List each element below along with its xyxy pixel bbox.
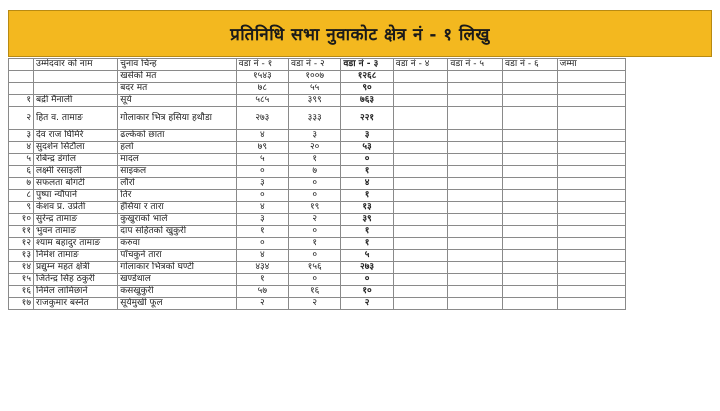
cell-candidate-name: बद्री मैनाली xyxy=(34,95,118,107)
header-no xyxy=(9,59,34,71)
header-row xyxy=(9,59,626,71)
cell-ward1: ४३४ xyxy=(236,262,288,274)
summary-row-invalid xyxy=(9,83,626,95)
cell-candidate-name: केशव प्र. उप्रेती xyxy=(34,202,118,214)
cell-candidate-name: सफलता बोगटी xyxy=(34,178,118,190)
cell-empty xyxy=(393,262,448,274)
cell-empty xyxy=(557,214,625,226)
cell-ward2: २ xyxy=(289,298,341,310)
cell-empty xyxy=(393,238,448,250)
cell-symbol: लौरो xyxy=(118,178,236,190)
cell-ward1: ० xyxy=(236,190,288,202)
cell-symbol: साइकल xyxy=(118,166,236,178)
cell-ward2: ० xyxy=(289,190,341,202)
cell-ward3: १ xyxy=(341,190,393,202)
cell-empty xyxy=(503,178,558,190)
cell-ward3: ३ xyxy=(341,130,393,142)
cell-ward3: ३९ xyxy=(341,214,393,226)
table-row xyxy=(9,178,626,190)
cell-ward2: १ xyxy=(289,154,341,166)
cell-empty xyxy=(448,107,503,130)
cell-empty xyxy=(557,166,625,178)
cell-empty xyxy=(557,226,625,238)
table-row xyxy=(9,190,626,202)
cell-ward1: १५४३ xyxy=(236,71,288,83)
cell-no: १७ xyxy=(9,298,34,310)
cell-ward3: ९० xyxy=(341,83,393,95)
cell-ward3: २ xyxy=(341,298,393,310)
header-ward1: वडा नं - १ xyxy=(236,59,288,71)
cell-empty xyxy=(393,142,448,154)
table-row xyxy=(9,130,626,142)
cell-candidate-name: राजकुमार बस्नेत xyxy=(34,298,118,310)
cell-empty xyxy=(557,107,625,130)
cell-empty xyxy=(503,95,558,107)
cell-candidate-name: देव राज घिमिरे xyxy=(34,130,118,142)
cell-empty xyxy=(503,238,558,250)
cell-empty xyxy=(503,166,558,178)
header-ward3: वडा नं - ३ xyxy=(341,59,393,71)
cell-symbol: सूर्य xyxy=(118,95,236,107)
cell-ward2: ३ xyxy=(289,130,341,142)
results-table xyxy=(8,58,626,310)
cell-candidate-name: हित व. तामाङ xyxy=(34,107,118,130)
cell-empty xyxy=(503,298,558,310)
cell-empty xyxy=(557,178,625,190)
cell-empty xyxy=(503,202,558,214)
cell-empty xyxy=(557,142,625,154)
cell-symbol: करुवा xyxy=(118,238,236,250)
cell-no: १६ xyxy=(9,286,34,298)
cell-ward1: १ xyxy=(236,274,288,286)
cell-ward1: २७३ xyxy=(236,107,288,130)
cell-ward3: १० xyxy=(341,286,393,298)
cell-ward1: ५८५ xyxy=(236,95,288,107)
table-row xyxy=(9,286,626,298)
cell-empty xyxy=(448,286,503,298)
cell-symbol: हँसिया र तारा xyxy=(118,202,236,214)
cell-empty xyxy=(393,154,448,166)
cell-candidate-name: सुरेन्द्र तामाङ xyxy=(34,214,118,226)
cell-empty xyxy=(557,202,625,214)
table-row xyxy=(9,214,626,226)
cell-empty xyxy=(393,178,448,190)
cell-no: १० xyxy=(9,214,34,226)
cell-ward2: ३३३ xyxy=(289,107,341,130)
cell-ward2: १ xyxy=(289,238,341,250)
cell-empty xyxy=(503,190,558,202)
cell-empty xyxy=(557,154,625,166)
cell-symbol: दाप सहितको खुकुरी xyxy=(118,226,236,238)
cell-empty xyxy=(448,166,503,178)
cell-ward2: ० xyxy=(289,274,341,286)
cell-empty xyxy=(557,250,625,262)
table-row xyxy=(9,238,626,250)
cell-symbol: तिर xyxy=(118,190,236,202)
cell-empty xyxy=(448,274,503,286)
cell-ward2: ३९९ xyxy=(289,95,341,107)
cell-ward3: १ xyxy=(341,238,393,250)
table-row xyxy=(9,154,626,166)
cell-ward2: २० xyxy=(289,142,341,154)
cell-symbol: गोलाकार भित्र हसिया हथौडा xyxy=(118,107,236,130)
cell-no: ४ xyxy=(9,142,34,154)
table-row xyxy=(9,166,626,178)
cell-empty xyxy=(503,107,558,130)
summary-label: खसेको मत xyxy=(118,71,236,83)
cell-ward3: १२६८ xyxy=(341,71,393,83)
cell-empty xyxy=(557,274,625,286)
table-row xyxy=(9,202,626,214)
cell-empty xyxy=(557,286,625,298)
table-row xyxy=(9,226,626,238)
cell-ward1: ५७ xyxy=(236,286,288,298)
cell-candidate-name: निमेश तामाङ xyxy=(34,250,118,262)
cell-no: १५ xyxy=(9,274,34,286)
title-bar xyxy=(8,10,712,57)
table-row xyxy=(9,95,626,107)
cell-empty xyxy=(393,226,448,238)
cell-ward3: २७३ xyxy=(341,262,393,274)
cell-ward2: ० xyxy=(289,178,341,190)
cell-empty xyxy=(393,190,448,202)
cell-empty xyxy=(393,274,448,286)
cell-candidate-name: जितेन्द्र सिंह ठकुरी xyxy=(34,274,118,286)
cell-empty xyxy=(503,226,558,238)
cell-empty xyxy=(448,250,503,262)
table-row xyxy=(9,107,626,130)
cell-ward3: ५ xyxy=(341,250,393,262)
cell-empty xyxy=(557,298,625,310)
cell-symbol: मादल xyxy=(118,154,236,166)
summary-label: बदर मत xyxy=(118,83,236,95)
cell-ward3: ५३ xyxy=(341,142,393,154)
cell-symbol: पाँचकुने तारा xyxy=(118,250,236,262)
cell-no: ८ xyxy=(9,190,34,202)
header-symbol: चुनाव चिन्ह xyxy=(118,59,236,71)
header-ward2: वडा नं - २ xyxy=(289,59,341,71)
cell-empty xyxy=(448,154,503,166)
cell-candidate-name: श्याम बहादुर तामाङ xyxy=(34,238,118,250)
cell-empty xyxy=(503,250,558,262)
summary-row-cast xyxy=(9,71,626,83)
header-ward5: वडा नं - ५ xyxy=(448,59,503,71)
cell-ward1: ४ xyxy=(236,250,288,262)
cell-empty xyxy=(557,238,625,250)
cell-empty xyxy=(393,95,448,107)
cell-empty xyxy=(503,130,558,142)
cell-candidate-name: रबिन्द्र डंगोल xyxy=(34,154,118,166)
cell-symbol: गोलाकार भित्रको घण्टी xyxy=(118,262,236,274)
cell-ward2: १९ xyxy=(289,202,341,214)
cell-ward2: ७ xyxy=(289,166,341,178)
cell-empty xyxy=(448,190,503,202)
cell-symbol: कसखुकुरी xyxy=(118,286,236,298)
cell-ward2: १५६ xyxy=(289,262,341,274)
cell-no: १३ xyxy=(9,250,34,262)
cell-empty xyxy=(503,262,558,274)
table-row xyxy=(9,142,626,154)
cell-empty xyxy=(557,130,625,142)
cell-empty xyxy=(448,214,503,226)
cell-empty xyxy=(448,298,503,310)
cell-symbol: हलो xyxy=(118,142,236,154)
cell-empty xyxy=(503,286,558,298)
cell-candidate-name: लक्ष्मी रसाइली xyxy=(34,166,118,178)
cell-empty xyxy=(503,274,558,286)
cell-empty xyxy=(393,214,448,226)
cell-no: ११ xyxy=(9,226,34,238)
cell-ward3: १ xyxy=(341,166,393,178)
cell-empty xyxy=(393,166,448,178)
cell-ward2: १६ xyxy=(289,286,341,298)
cell-no: ९ xyxy=(9,202,34,214)
cell-ward3: १ xyxy=(341,226,393,238)
cell-empty xyxy=(393,130,448,142)
cell-ward3: ० xyxy=(341,274,393,286)
cell-ward3: ० xyxy=(341,154,393,166)
cell-no: ७ xyxy=(9,178,34,190)
cell-no: ५ xyxy=(9,154,34,166)
header-ward4: वडा नं - ४ xyxy=(393,59,448,71)
cell-ward2: ० xyxy=(289,226,341,238)
cell-ward3: १३ xyxy=(341,202,393,214)
table-row xyxy=(9,250,626,262)
table-row xyxy=(9,298,626,310)
cell-empty xyxy=(448,95,503,107)
cell-empty xyxy=(448,238,503,250)
table-row xyxy=(9,274,626,286)
cell-empty xyxy=(448,178,503,190)
cell-candidate-name: सुदर्शन सिटौला xyxy=(34,142,118,154)
cell-candidate-name: निर्मल लामिछाने xyxy=(34,286,118,298)
cell-ward1: २ xyxy=(236,298,288,310)
cell-ward3: ७६३ xyxy=(341,95,393,107)
cell-ward1: १ xyxy=(236,226,288,238)
cell-symbol: सूर्यमुखी फूल xyxy=(118,298,236,310)
cell-no: २ xyxy=(9,107,34,130)
cell-empty xyxy=(448,226,503,238)
cell-ward1: ४ xyxy=(236,130,288,142)
table-row xyxy=(9,262,626,274)
cell-ward1: ४ xyxy=(236,202,288,214)
cell-ward2: २ xyxy=(289,214,341,226)
cell-empty xyxy=(557,262,625,274)
cell-ward1: ३ xyxy=(236,214,288,226)
cell-empty xyxy=(393,202,448,214)
cell-candidate-name: प्रद्युम्न महत क्षेत्री xyxy=(34,262,118,274)
cell-ward3: ४ xyxy=(341,178,393,190)
cell-ward3: २२१ xyxy=(341,107,393,130)
candidate-rows xyxy=(9,95,626,310)
cell-ward2: १००७ xyxy=(289,71,341,83)
cell-symbol: कुखुराको भाले xyxy=(118,214,236,226)
header-total: जम्मा xyxy=(557,59,625,71)
cell-empty xyxy=(557,95,625,107)
cell-symbol: खण्डेथाल xyxy=(118,274,236,286)
cell-empty xyxy=(557,190,625,202)
cell-ward1: ७९ xyxy=(236,142,288,154)
cell-candidate-name: पुष्पा न्यौपाने xyxy=(34,190,118,202)
cell-empty xyxy=(503,214,558,226)
cell-ward1: ३ xyxy=(236,178,288,190)
cell-empty xyxy=(448,130,503,142)
cell-ward1: ५ xyxy=(236,154,288,166)
cell-ward1: ० xyxy=(236,238,288,250)
cell-empty xyxy=(393,298,448,310)
cell-no: १ xyxy=(9,95,34,107)
cell-no: ६ xyxy=(9,166,34,178)
header-candidate: उम्मेदवार को नाम xyxy=(34,59,118,71)
cell-ward1: ७८ xyxy=(236,83,288,95)
cell-empty xyxy=(448,142,503,154)
page-title: प्रतिनिधि सभा नुवाकोट क्षेत्र नं - १ लिखु xyxy=(230,25,490,45)
cell-empty xyxy=(393,250,448,262)
cell-empty xyxy=(448,262,503,274)
cell-empty xyxy=(393,107,448,130)
cell-empty xyxy=(448,202,503,214)
cell-no: १४ xyxy=(9,262,34,274)
cell-candidate-name: भुवन तामाङ xyxy=(34,226,118,238)
cell-empty xyxy=(503,154,558,166)
cell-empty xyxy=(393,286,448,298)
cell-symbol: ढल्केको छाता xyxy=(118,130,236,142)
cell-no: १२ xyxy=(9,238,34,250)
cell-ward1: ० xyxy=(236,166,288,178)
cell-ward2: ५५ xyxy=(289,83,341,95)
cell-empty xyxy=(503,142,558,154)
header-ward6: वडा नं - ६ xyxy=(503,59,558,71)
cell-no: ३ xyxy=(9,130,34,142)
cell-ward2: ० xyxy=(289,250,341,262)
